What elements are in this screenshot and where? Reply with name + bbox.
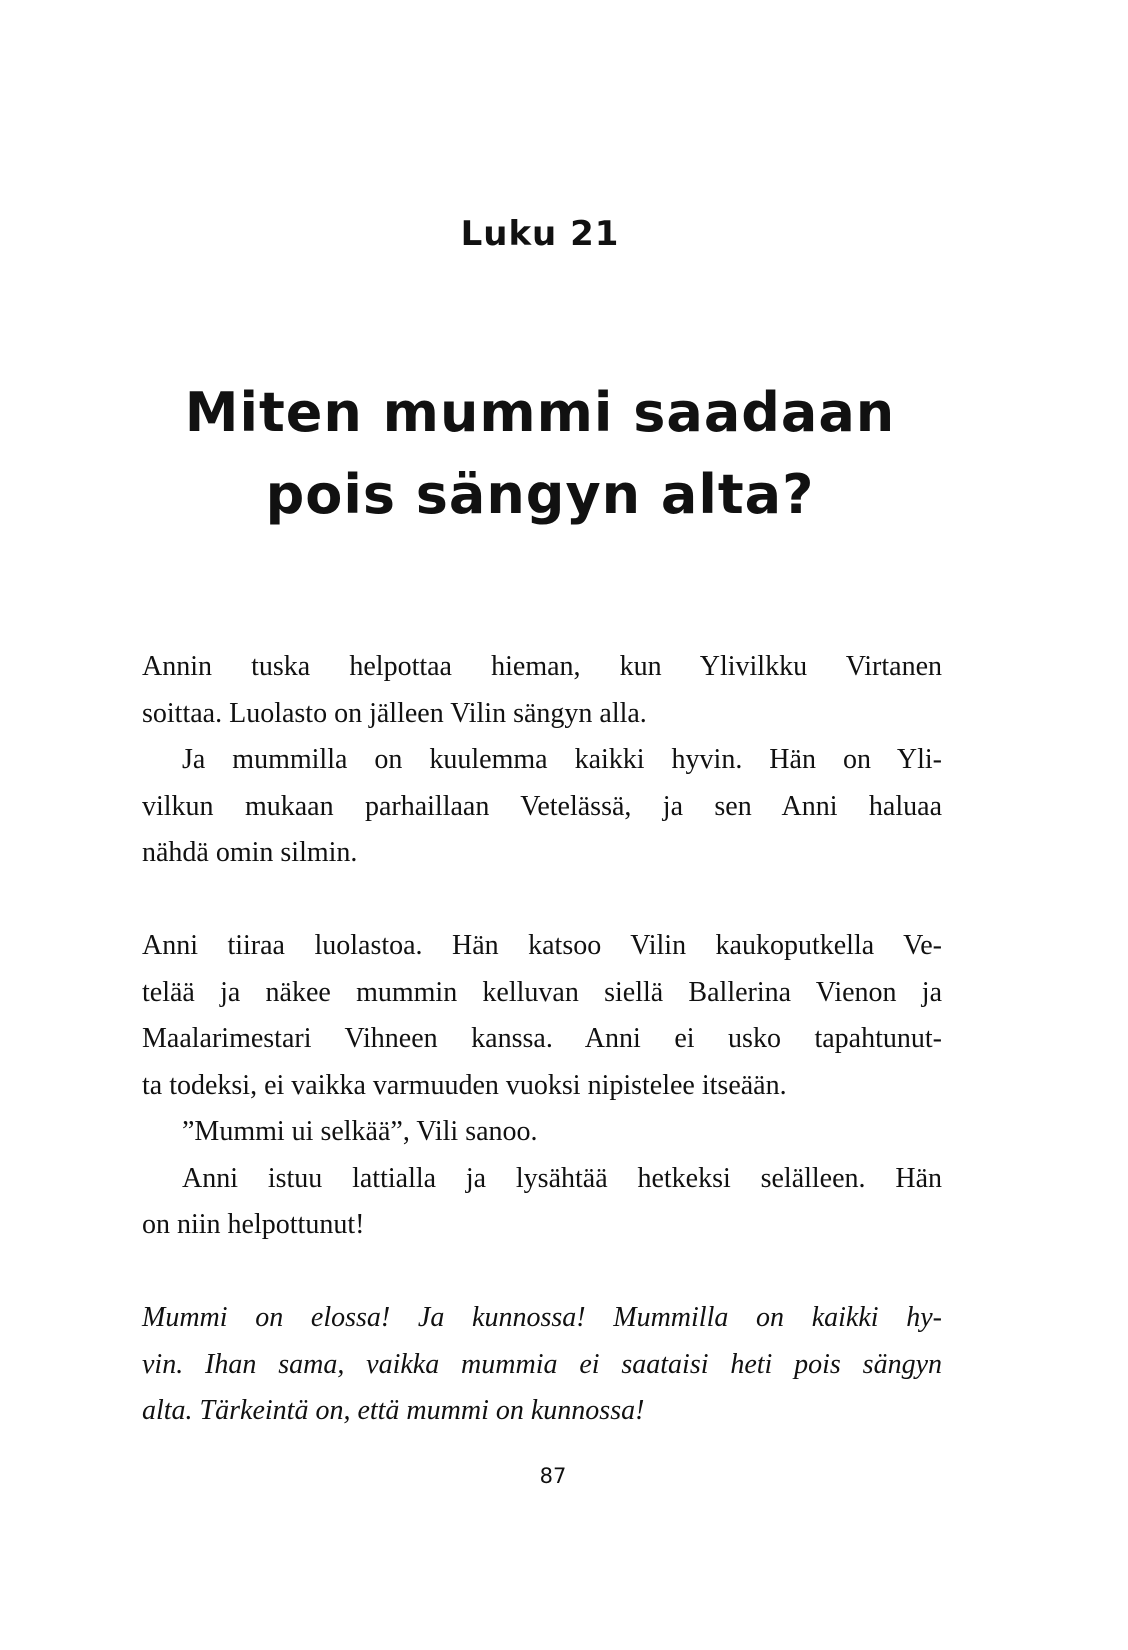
paragraph bbox=[142, 644, 942, 737]
page-number: 87 bbox=[539, 1464, 567, 1488]
text-line: alta. Tärkeintä on, että mummi on kunnossa! bbox=[142, 1395, 645, 1426]
paragraph bbox=[142, 737, 942, 877]
text-line: soittaa. Luolasto on jälleen Vilin sängyn alla. bbox=[142, 697, 647, 729]
text-line: Maalarimestari Vihneen kanssa. Anni ei usko tapahtunut- bbox=[142, 1023, 942, 1054]
chapter-title-line: Miten mummi saadaan bbox=[184, 381, 896, 444]
text-line: Ja mummilla on kuulemma kaikki hyvin. Hän on Yli- bbox=[182, 744, 942, 775]
text-line: ta todeksi, ei vaikka varmuuden vuoksi nipistelee itseään. bbox=[142, 1069, 787, 1101]
body-text bbox=[142, 644, 942, 1435]
text-line: vin. Ihan sama, vaikka mummia ei saataisi heti pois sängyn bbox=[142, 1348, 942, 1380]
text-line: Annin tuska helpottaa hieman, kun Ylivilkku Virtanen bbox=[142, 651, 942, 682]
text-line: Anni istuu lattialla ja lysähtää hetkeksi selälleen. Hän bbox=[182, 1162, 942, 1194]
text-line: Mummi on elossa! Ja kunnossa! Mummilla on kaikki hy- bbox=[142, 1302, 942, 1333]
chapter-title-line: pois sängyn alta? bbox=[265, 463, 815, 526]
text-line: telää ja näkee mummin kelluvan siellä Ballerina Vienon ja bbox=[142, 976, 942, 1008]
paragraph-gap bbox=[142, 1249, 942, 1296]
text-line: ”Mummi ui selkää”, Vili sanoo. bbox=[182, 1116, 538, 1147]
chapter-title bbox=[0, 372, 1080, 536]
text-line: vilkun mukaan parhaillaan Vetelässä, ja sen Anni haluaa bbox=[142, 790, 942, 822]
paragraph bbox=[142, 1156, 942, 1249]
paragraph bbox=[142, 1295, 942, 1435]
paragraph-gap bbox=[142, 877, 942, 924]
paragraph bbox=[142, 923, 942, 1109]
text-line: on niin helpottunut! bbox=[142, 1209, 365, 1240]
text-line: nähdä omin silmin. bbox=[142, 837, 358, 868]
chapter-label: Luku 21 bbox=[460, 214, 620, 254]
paragraph bbox=[142, 1109, 942, 1156]
text-line: Anni tiiraa luolastoa. Hän katsoo Vilin kaukoputkella Ve- bbox=[142, 930, 942, 961]
